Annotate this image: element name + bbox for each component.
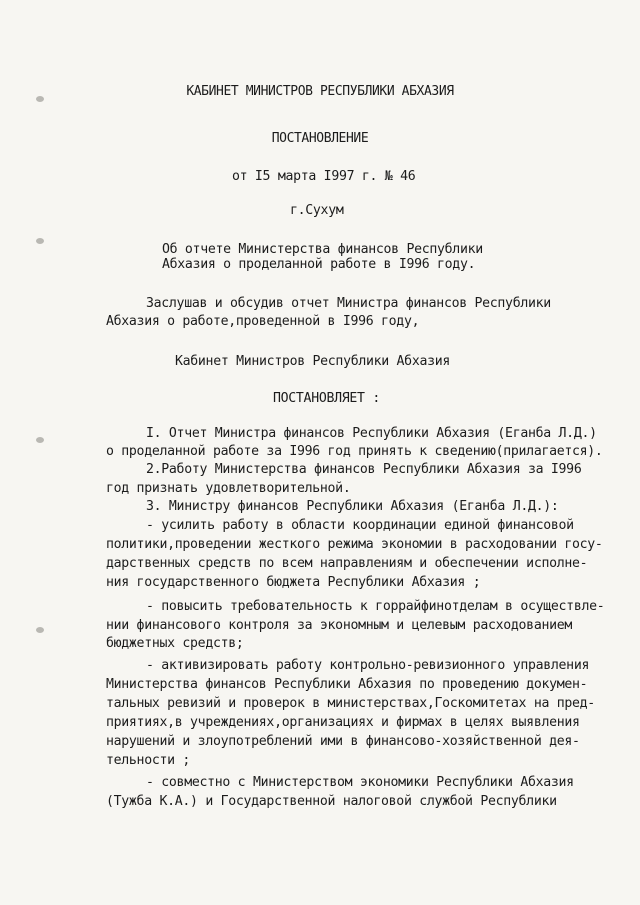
body-line: - повысить требовательность к горрайфинотделам в осуществле- <box>146 599 605 614</box>
body-line: тельности ; <box>106 753 191 768</box>
body-line: о проделанной работе за I996 год принять к сведению(прилагается). <box>106 444 603 459</box>
punch-hole-mark <box>36 627 44 633</box>
body-line: тальных ревизий и проверок в министерствах,Госкомитетах на пред- <box>106 696 595 711</box>
body-line: политики,проведении жесткого режима экономии в расходовании госу- <box>106 537 603 552</box>
document-type: ПОСТАНОВЛЕНИЕ <box>271 131 369 146</box>
body-line: бюджетных средств; <box>106 636 244 651</box>
subject-line: Абхазия о проделанной работе в I996 году. <box>162 257 476 272</box>
preamble-line: Абхазия о работе,проведенной в I996 году, <box>106 314 420 329</box>
body-line: - активизировать работу контрольно-ревизионного управления <box>146 658 590 673</box>
decree-word: ПОСТАНОВЛЯЕТ : <box>273 391 380 406</box>
body-line: Министерства финансов Республики Абхазия по проведению докумен- <box>106 677 588 692</box>
punch-hole-mark <box>36 437 44 443</box>
punch-hole-mark <box>36 238 44 244</box>
body-line: - совместно с Министерством экономики Республики Абхазия <box>146 775 574 790</box>
issuer: Кабинет Министров Республики Абхазия <box>175 354 451 369</box>
body-line: 2.Работу Министерства финансов Республики Абхазия за I996 <box>146 462 582 477</box>
city: г.Сухум <box>290 203 344 218</box>
body-line: (Тужба К.А.) и Государственной налоговой службой Республики <box>106 794 557 809</box>
organization-title: КАБИНЕТ МИНИСТРОВ РЕСПУБЛИКИ АБХАЗИЯ <box>186 84 454 99</box>
body-line: нии финансового контроля за экономным и целевым расходованием <box>106 618 573 633</box>
preamble-line: Заслушав и обсудив отчет Министра финансов Республики <box>146 296 551 311</box>
body-line: I. Отчет Министра финансов Республики Абхазия (Еганба Л.Д.) <box>146 426 597 441</box>
body-line: 3. Министру финансов Республики Абхазия (Еганба Л.Д.): <box>146 499 559 514</box>
body-line: нарушений и злоупотреблений ими в финансово-хозяйственной дея- <box>106 734 580 749</box>
body-line: год признать удовлетворительной. <box>106 481 351 496</box>
subject-line: Об отчете Министерства финансов Республики <box>162 242 483 257</box>
body-line: приятиях,в учреждениях,организациях и фирмах в целях выявления <box>106 715 580 730</box>
body-line: дарственных средств по всем направлениям и обеспечении исполне- <box>106 556 588 571</box>
body-line: ния государственного бюджета Республики Абхазия ; <box>106 575 481 590</box>
body-line: - усилить работу в области координации единой финансовой <box>146 518 574 533</box>
date-and-number: от I5 марта I997 г. № 46 <box>232 169 416 184</box>
